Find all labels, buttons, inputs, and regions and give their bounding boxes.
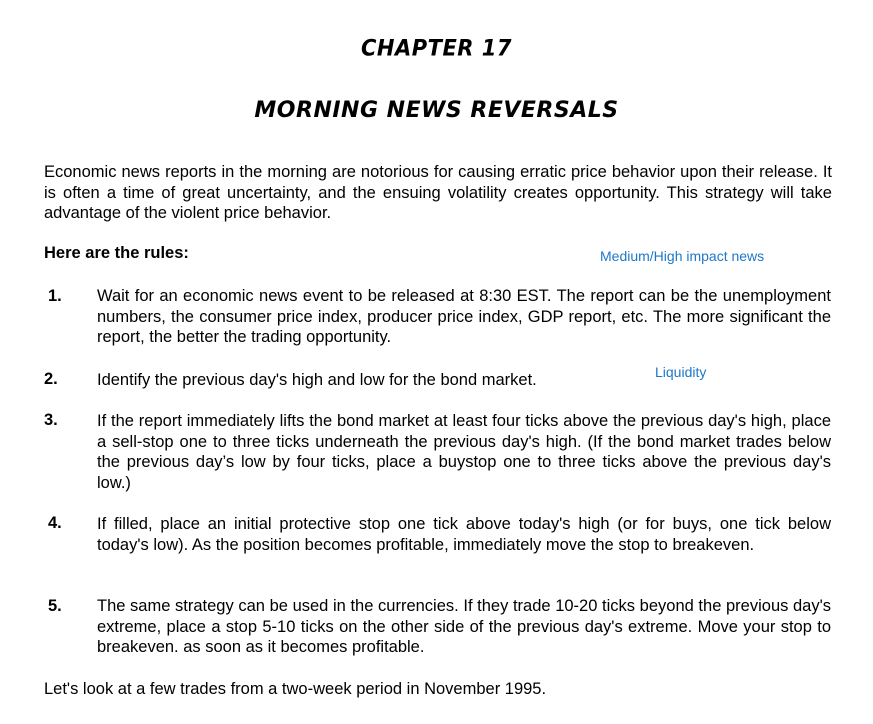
rule-text: If the report immediately lifts the bond market at least four ticks above the previous day's high, place a sell-stop one to three ticks underneath the previous day's high. (If the bond market trades below the previous day’s low by four ticks, place a buystop one to three ticks above the previous day's low.) bbox=[97, 412, 831, 492]
rules-heading: Here are the rules: bbox=[44, 244, 189, 262]
rule-text: Wait for an economic news event to be released at 8:30 EST. The report can be the unemployment numbers, the consumer price index, producer price index, GDP report, etc. The more significant the report, the better the trading opportunity. bbox=[97, 287, 831, 346]
rule-text: If filled, place an initial protective stop one tick above today's high (or for buys, one tick below today's low). As the position becomes profitable, immediately move the stop to breakeven. bbox=[97, 515, 831, 554]
chapter-title: MORNING NEWS REVERSALS bbox=[254, 98, 619, 123]
intro-paragraph: Economic news reports in the morning are notorious for causing erratic price behavior upon their release. It is often a time of great uncertainty, and the ensuing volatility creates opportunity. This strategy will take advantage of the violent price behavior. bbox=[44, 163, 832, 222]
rule-number: 2. bbox=[44, 370, 58, 388]
closing-paragraph: Let's look at a few trades from a two-week period in November 1995. bbox=[44, 680, 547, 698]
rule-number: 5. bbox=[48, 597, 62, 615]
rule-text: Identify the previous day's high and low for the bond market. bbox=[97, 371, 537, 389]
rule-number: 3. bbox=[44, 411, 58, 429]
rule-number: 4. bbox=[48, 514, 62, 532]
rule-text: The same strategy can be used in the currencies. If they trade 10-20 ticks beyond the previous day's extreme, place a stop 5-10 ticks on the other side of the previous day's extreme. Move your stop to breakeven. as soon as it becomes profitable. bbox=[97, 597, 831, 656]
annotation-liquidity: Liquidity bbox=[655, 364, 707, 380]
chapter-label: CHAPTER 17 bbox=[360, 35, 512, 61]
rule-number: 1. bbox=[48, 287, 62, 305]
annotation-news: Medium/High impact news bbox=[600, 248, 765, 264]
